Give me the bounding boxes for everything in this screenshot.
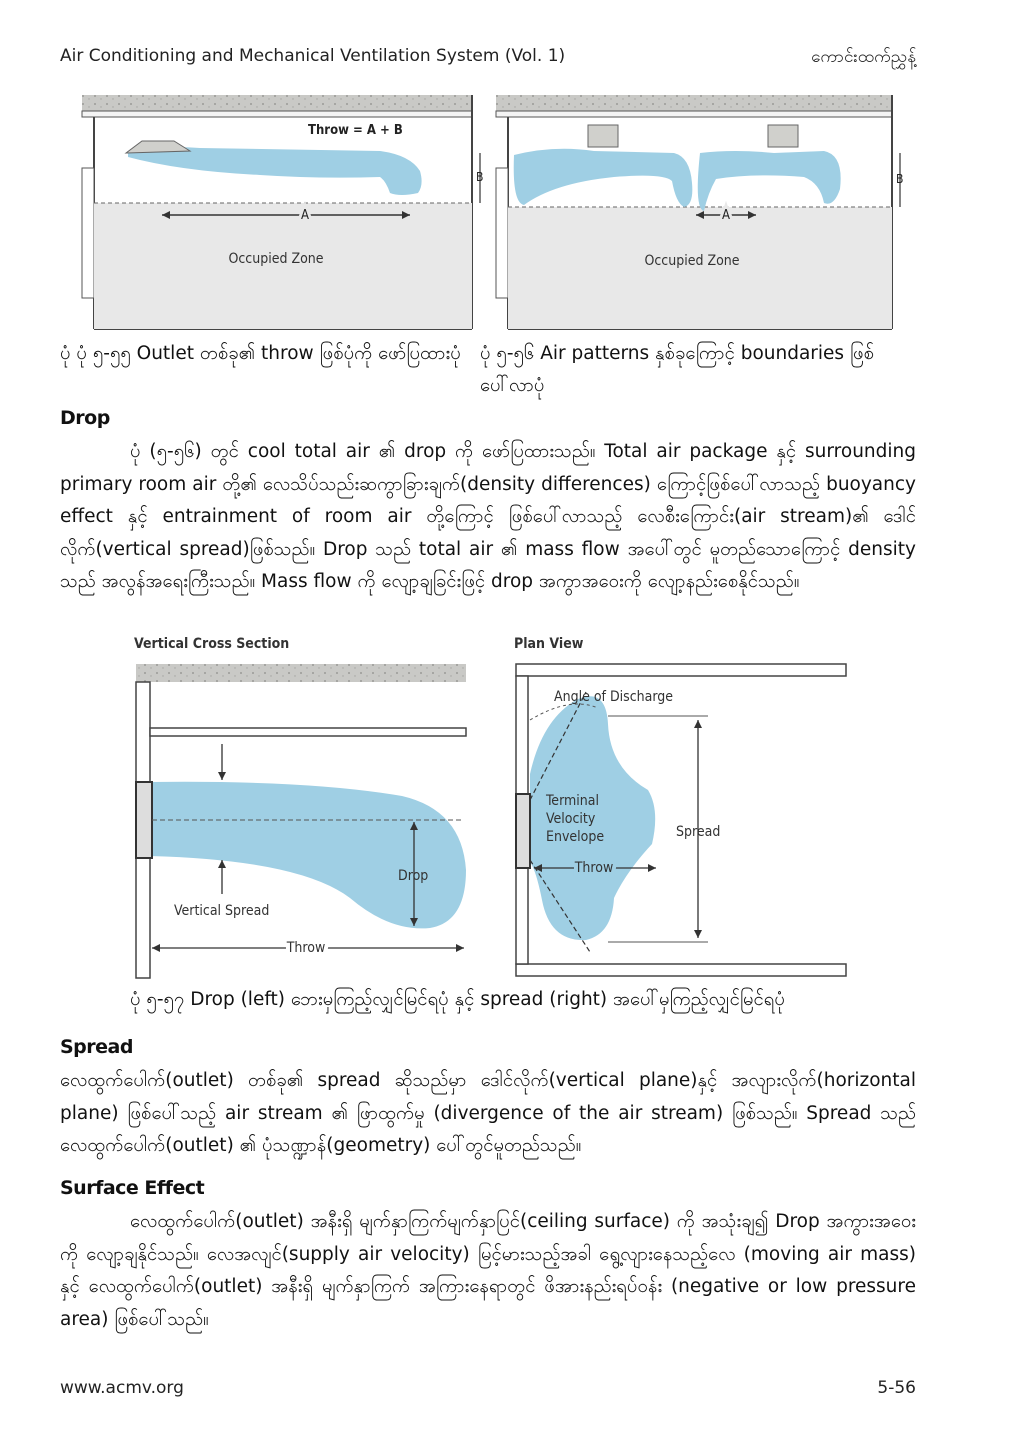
vertical-cross-section-title: Vertical Cross Section — [134, 636, 290, 652]
b-label: B — [476, 170, 484, 184]
page-number: 5-56 — [877, 1378, 916, 1398]
plan-view-title: Plan View — [514, 636, 584, 652]
a-label: A — [722, 208, 730, 223]
throw-formula-label: Throw = A + B — [308, 123, 403, 138]
diffuser-icon — [768, 125, 798, 147]
spread-paragraph: လေထွက်ပေါက်(outlet) တစ်ခု၏ spread ဆိုသည်မှာ ဒေါင်လိုက်(vertical plane)နှင့် အလျားလိုက်(horizontal plane) ဖြစ်ပေါ်သည့် air stream ၏ ဖြာထွက်မှု (divergence of the air stream) ဖြစ်သည်။ Spread သည် လေထွက်ပေါက်(outlet) ၏ ပုံသဏ္ဍာန်(geometry) ပေါ်တွင်မူတည်သည်။ — [60, 1070, 916, 1156]
vertical-spread-label: Vertical Spread — [174, 903, 270, 919]
angle-of-discharge-label: Angle of Discharge — [554, 689, 674, 705]
ceiling — [496, 95, 892, 111]
throw-label: Throw — [286, 940, 326, 956]
ceiling — [136, 664, 466, 682]
drop-label: Drop — [398, 868, 429, 884]
drop-paragraph: ပုံ (၅-၅၆) တွင် cool total air ၏ drop ကို ဖော်ပြထားသည်။ Total air package နှင့် surrounding primary room air တို့၏ လေသိပ်သည်းဆကွာခြားချက်(density differences) ကြောင့်ဖြစ်ပေါ်လာသည့် buoyancy effect နှင့် entrainment of room air တို့ကြောင့် ဖြစ်ပေါ်လာသည့် လေစီးကြောင်း(air stream)၏ ဒေါင်လိုက်(vertical spread)ဖြစ်သည်။ Drop သည် total air ၏ mass flow အပေါ်တွင် မူတည်သောကြောင့် density သည် အလွန်အရေးကြီးသည်။ Mass flow ကို လျော့ချခြင်းဖြင့် drop အကွာအဝေးကို လျော့နည်းစေနိုင်သည်။ — [60, 441, 916, 592]
running-header-author: ကောင်းထက်ညွှန့် — [811, 47, 916, 67]
air-jet — [128, 147, 422, 195]
figure-caption-right: ပုံ ၅-၅၆ Air patterns နှစ်ခုကြောင့် boundaries ဖြစ်ပေါ်လာပုံ — [480, 343, 875, 396]
throw-diagram — [80, 93, 484, 333]
occupied-zone-label: Occupied Zone — [644, 253, 740, 269]
outlet — [516, 794, 530, 868]
envelope-label-line1: Terminal — [546, 793, 599, 809]
figure-caption-left: ပုံ ပုံ ၅-၅၅ Outlet တစ်ခု၏ throw ဖြစ်ပုံကို ဖော်ပြထားပုံ — [60, 343, 461, 364]
envelope-label-line2: Velocity — [546, 811, 596, 827]
section-heading-spread: Spread — [60, 1036, 133, 1058]
b-label: B — [896, 172, 904, 186]
running-header-title: Air Conditioning and Mechanical Ventilation System (Vol. 1) — [60, 46, 566, 66]
section-heading-drop: Drop — [60, 407, 110, 429]
section-heading-surface-effect: Surface Effect — [60, 1177, 205, 1199]
ceiling — [82, 95, 472, 111]
spread-label: Spread — [676, 824, 721, 840]
air-jet-right — [698, 151, 841, 211]
air-patterns-diagram — [494, 93, 914, 333]
throw-label-plan: Throw — [574, 860, 614, 876]
outlet — [136, 782, 152, 858]
occupied-zone-label: Occupied Zone — [228, 251, 324, 267]
a-label: A — [301, 208, 309, 223]
envelope-label-line3: Envelope — [546, 829, 605, 845]
diffuser-icon — [588, 125, 618, 147]
drop-spread-diagram — [130, 630, 860, 982]
surface-effect-paragraph: လေထွက်ပေါက်(outlet) အနီးရှိ မျက်နှာကြက်မျက်နှာပြင်(ceiling surface) ကို အသုံးချ၍ Drop အကွားအဝေးကို လျော့ချနိုင်သည်။ လေအလျင်(supply air velocity) မြင့်မားသည့်အခါ ရွေ့လျားနေသည့်လေ (moving air mass) နှင့် လေထွက်ပေါက်(outlet) အနီးရှိ မျက်နှာကြက် အကြားနေရာတွင် ဖိအားနည်းရပ်ဝန်း (negative or low pressure area) ဖြစ်ပေါ်သည်။ — [60, 1211, 916, 1330]
air-jet-left — [514, 149, 693, 207]
footer-website-link[interactable]: www.acmv.org — [60, 1378, 184, 1398]
diffuser-icon — [126, 141, 190, 153]
figure-caption-mid: ပုံ ၅-၅၇ Drop (left) ဘေးမှကြည့်လျှင်မြင်ရပုံ နှင့် spread (right) အပေါ်မှကြည့်လျှင်မြင်ရပုံ — [130, 989, 785, 1010]
